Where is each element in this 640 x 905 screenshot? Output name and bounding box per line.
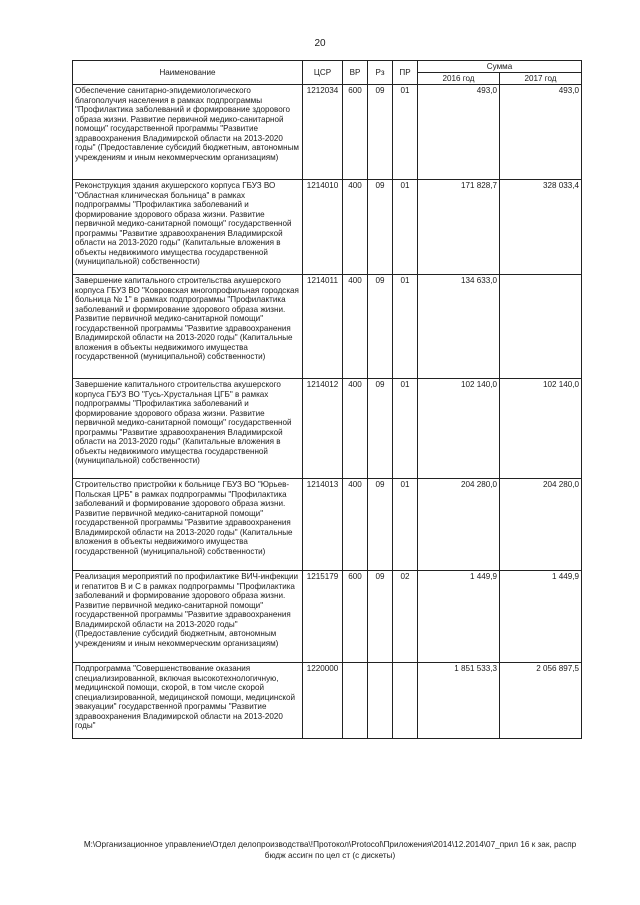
row-csr: 1220000: [303, 663, 343, 739]
header-year-2017: 2017 год: [500, 73, 582, 85]
row-sum-2016: 204 280,0: [418, 479, 500, 571]
row-csr: 1214010: [303, 180, 343, 275]
row-csr: 1214011: [303, 275, 343, 379]
header-year-2016: 2016 год: [418, 73, 500, 85]
table-row: [73, 275, 582, 379]
row-rz: [368, 663, 393, 739]
row-vr: 600: [343, 85, 368, 180]
header-sum: Сумма: [418, 61, 582, 73]
row-sum-2017: 493,0: [500, 85, 582, 180]
header-name: Наименование: [73, 61, 303, 85]
row-pr: 01: [393, 479, 418, 571]
row-csr: 1212034: [303, 85, 343, 180]
table-header: [73, 61, 582, 85]
row-name: Реконструкция здания акушерского корпуса ГБУЗ ВО "Областная клиническая больница" в рамках подпрограммы "Профилактика заболеваний и формирование здорового образа жизни. Развитие первичной медико-санитарной помощи" государственной программы "Развитие здравоохранения Владимирской области на 2013-2020 годы" (Капитальные вложения в объекты недвижимого имущества государственной (муниципальной) собственности): [73, 180, 303, 275]
row-pr: [393, 663, 418, 739]
footer-line-2: бюдж ассигн по цел ст (с дискеты): [264, 851, 396, 860]
row-vr: 400: [343, 379, 368, 479]
row-sum-2017: 1 449,9: [500, 571, 582, 663]
row-pr: 01: [393, 379, 418, 479]
row-sum-2017: 2 056 897,5: [500, 663, 582, 739]
header-pr: ПР: [393, 61, 418, 85]
header-csr: ЦСР: [303, 61, 343, 85]
row-vr: 600: [343, 571, 368, 663]
table-row: [73, 663, 582, 739]
row-sum-2016: 102 140,0: [418, 379, 500, 479]
row-vr: [343, 663, 368, 739]
row-name: Реализация мероприятий по профилактике ВИЧ-инфекции и гепатитов В и С в рамках подпрограммы "Профилактика заболеваний и формирование здорового образа жизни. Развитие первичной медико-санитарной помощи" государственной программы "Развитие здравоохранения Владимирской области на 2013-2020 годы" (Предоставление субсидий бюджетным, автономным учреждениям и иным некоммерческим организациям): [73, 571, 303, 663]
row-sum-2016: 1 851 533,3: [418, 663, 500, 739]
budget-table: [72, 60, 582, 739]
row-vr: 400: [343, 479, 368, 571]
footer-line-1: M:\Организационное управление\Отдел делопроизводства\!Протокол\Protocol\Приложения\2014\12.2014\07_прил 16 к зак, распр: [83, 840, 577, 849]
row-sum-2017: 204 280,0: [500, 479, 582, 571]
row-pr: 01: [393, 180, 418, 275]
row-sum-2016: 1 449,9: [418, 571, 500, 663]
row-vr: 400: [343, 180, 368, 275]
row-rz: 09: [368, 379, 393, 479]
row-rz: 09: [368, 85, 393, 180]
row-sum-2017: [500, 275, 582, 379]
row-csr: 1215179: [303, 571, 343, 663]
row-name: Завершение капитального строительства акушерского корпуса ГБУЗ ВО "Ковровская многопрофильная городская больница № 1" в рамках подпрограммы "Профилактика заболеваний и формирование здорового образа жизни. Развитие первичной медико-санитарной помощи" государственной программы "Развитие здравоохранения Владимирской области на 2013-2020 годы" (Капитальные вложения в объекты недвижимого имущества государственной (муниципальной) собственности): [73, 275, 303, 379]
header-rz: Рз: [368, 61, 393, 85]
row-pr: 02: [393, 571, 418, 663]
table-row: [73, 571, 582, 663]
page-number: 20: [314, 38, 326, 49]
row-name: Строительство пристройки к больнице ГБУЗ ВО "Юрьев-Польская ЦРБ" в рамках подпрограммы "Профилактика заболеваний и формирование здорового образа жизни. Развитие первичной медико-санитарной помощи" государственной программы "Развитие здравоохранения Владимирской области на 2013-2020 годы" (Капитальные вложения в объекты недвижимого имущества государственной (муниципальной) собственности): [73, 479, 303, 571]
row-sum-2016: 134 633,0: [418, 275, 500, 379]
table-row: [73, 180, 582, 275]
table-row: [73, 379, 582, 479]
header-vr: ВР: [343, 61, 368, 85]
file-path-footer: [60, 839, 600, 861]
row-vr: 400: [343, 275, 368, 379]
table-row: [73, 479, 582, 571]
row-name: Завершение капитального строительства акушерского корпуса ГБУЗ ВО "Гусь-Хрустальная ЦГБ" в рамках подпрограммы "Профилактика заболеваний и формирование здорового образа жизни. Развитие первичной медико-санитарной помощи" государственной программы "Развитие здравоохранения Владимирской области на 2013-2020 годы" (Капитальные вложения в объекты недвижимого имущества государственной (муниципальной) собственности): [73, 379, 303, 479]
row-csr: 1214013: [303, 479, 343, 571]
row-rz: 09: [368, 275, 393, 379]
row-rz: 09: [368, 479, 393, 571]
row-sum-2016: 493,0: [418, 85, 500, 180]
row-sum-2017: 102 140,0: [500, 379, 582, 479]
row-csr: 1214012: [303, 379, 343, 479]
row-rz: 09: [368, 180, 393, 275]
table-row: [73, 85, 582, 180]
row-pr: 01: [393, 275, 418, 379]
row-sum-2017: 328 033,4: [500, 180, 582, 275]
row-name: Подпрограмма "Совершенствование оказания специализированной, включая высокотехнологичную, медицинской помощи, скорой, в том числе скорой специализированной, медицинской помощи, медицинской эвакуации" государственной программы "Развитие здравоохранения Владимирской области на 2013-2020 годы": [73, 663, 303, 739]
row-name: Обеспечение санитарно-эпидемиологического благополучия населения в рамках подпрограммы "Профилактика заболеваний и формирование здорового образа жизни. Развитие первичной медико-санитарной помощи" государственной программы "Развитие здравоохранения Владимирской области на 2013-2020 годы" (Предоставление субсидий бюджетным, автономным учреждениям и иным некоммерческим организациям): [73, 85, 303, 180]
row-sum-2016: 171 828,7: [418, 180, 500, 275]
row-rz: 09: [368, 571, 393, 663]
row-pr: 01: [393, 85, 418, 180]
